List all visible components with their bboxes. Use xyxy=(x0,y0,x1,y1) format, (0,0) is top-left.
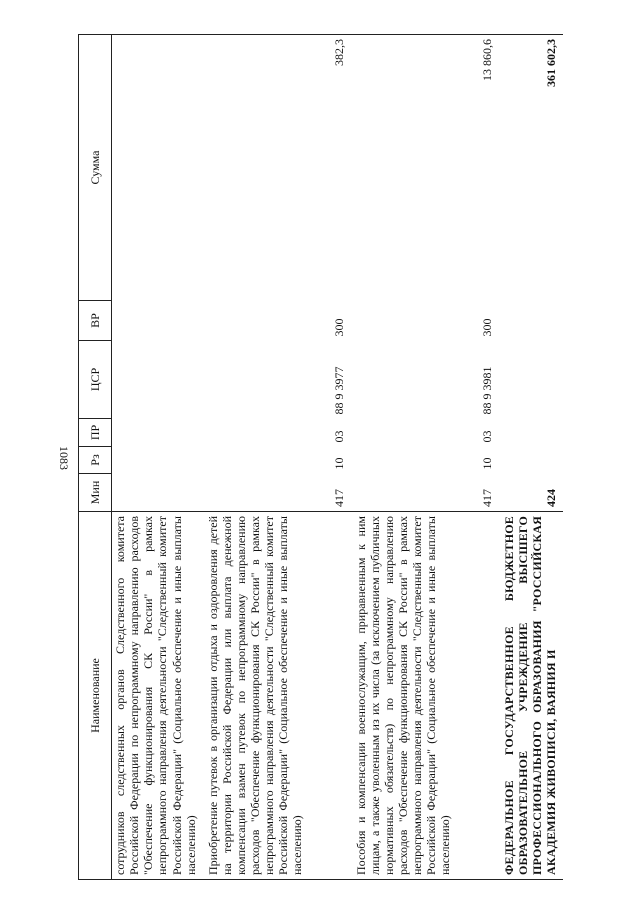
table-row xyxy=(112,35,204,880)
budget-table-page xyxy=(78,35,613,880)
header-csr: ЦСР xyxy=(79,341,112,419)
row-csr: 88 9 3981 xyxy=(480,366,495,415)
row-pr: 03 xyxy=(332,430,347,443)
row-name: сотрудников следственных органов Следственного комитета Российской Федерации по непрограммному направлению расходов "Обеспечение функционирования СК России" в рамках непрограммного направления деятельности "Следственный комитет Российской Федерации" (Социальное обеспечение и иные выплаты населению) xyxy=(112,512,204,880)
header-sum: Сумма xyxy=(79,35,112,301)
row-csr xyxy=(112,341,204,419)
row-sum: 13 860,6 xyxy=(352,35,500,301)
table-row xyxy=(204,35,352,880)
table-header-row xyxy=(79,35,112,880)
row-vr xyxy=(112,301,204,341)
row-vr: 300 xyxy=(480,318,495,337)
header-pr: ПР xyxy=(79,419,112,447)
header-vr: ВР xyxy=(79,301,112,341)
row-name: Приобретение путевок в организации отдыха и оздоровления детей на территории Российской Федерации или выплата денежной компенсации взамен путевок по непрограммному направлению расходов "Обеспечение функционирования СК России" в рамках непрограммного направления деятельности "Следственный комитет Российской Федерации" (Социальное обеспечение и иные выплаты населению) xyxy=(204,512,352,880)
row-pr xyxy=(112,419,204,447)
header-min: Мин xyxy=(79,474,112,512)
row-vr: 300 xyxy=(332,318,347,337)
row-sum xyxy=(112,35,204,301)
row-pr xyxy=(500,419,564,447)
row-min xyxy=(112,474,204,512)
row-csr: 88 9 3977 xyxy=(332,366,347,415)
row-sum: 361 602,3 xyxy=(500,35,564,301)
header-rz: Рз xyxy=(79,447,112,474)
row-rz xyxy=(112,447,204,474)
row-rz xyxy=(500,447,564,474)
row-name: ФЕДЕРАЛЬНОЕ ГОСУДАРСТВЕННОЕ БЮДЖЕТНОЕ ОБРАЗОВАТЕЛЬНОЕ УЧРЕЖДЕНИЕ ВЫСШЕГО ПРОФЕССИОНАЛЬНОГО ОБРАЗОВАНИЯ "РОССИЙСКАЯ АКАДЕМИЯ ЖИВОПИСИ, ВАЯНИЯ И xyxy=(500,512,564,880)
budget-table xyxy=(78,34,563,880)
row-rz: 10 xyxy=(480,457,495,470)
row-min: 417 xyxy=(332,489,347,507)
row-sum: 382,3 xyxy=(204,35,352,301)
table-row xyxy=(352,35,500,880)
row-min: 424 xyxy=(543,489,558,507)
row-pr: 03 xyxy=(480,430,495,443)
page-number: 1083 xyxy=(57,446,72,470)
row-name: Пособия и компенсации военнослужащим, приравненным к ним лицам, а также уволенным из их числа (за исключением публичных нормативных обязательств) по непрограммному направлению расходов "Обеспечение функционирования СК России" в рамках непрограммного направления деятельности "Следственный комитет Российской Федерации" (Социальное обеспечение и иные выплаты населению) xyxy=(352,512,500,880)
row-rz: 10 xyxy=(332,457,347,470)
row-vr xyxy=(500,301,564,341)
row-csr xyxy=(500,341,564,419)
table-row xyxy=(500,35,564,880)
header-name: Наименование xyxy=(79,512,112,880)
row-min: 417 xyxy=(480,489,495,507)
